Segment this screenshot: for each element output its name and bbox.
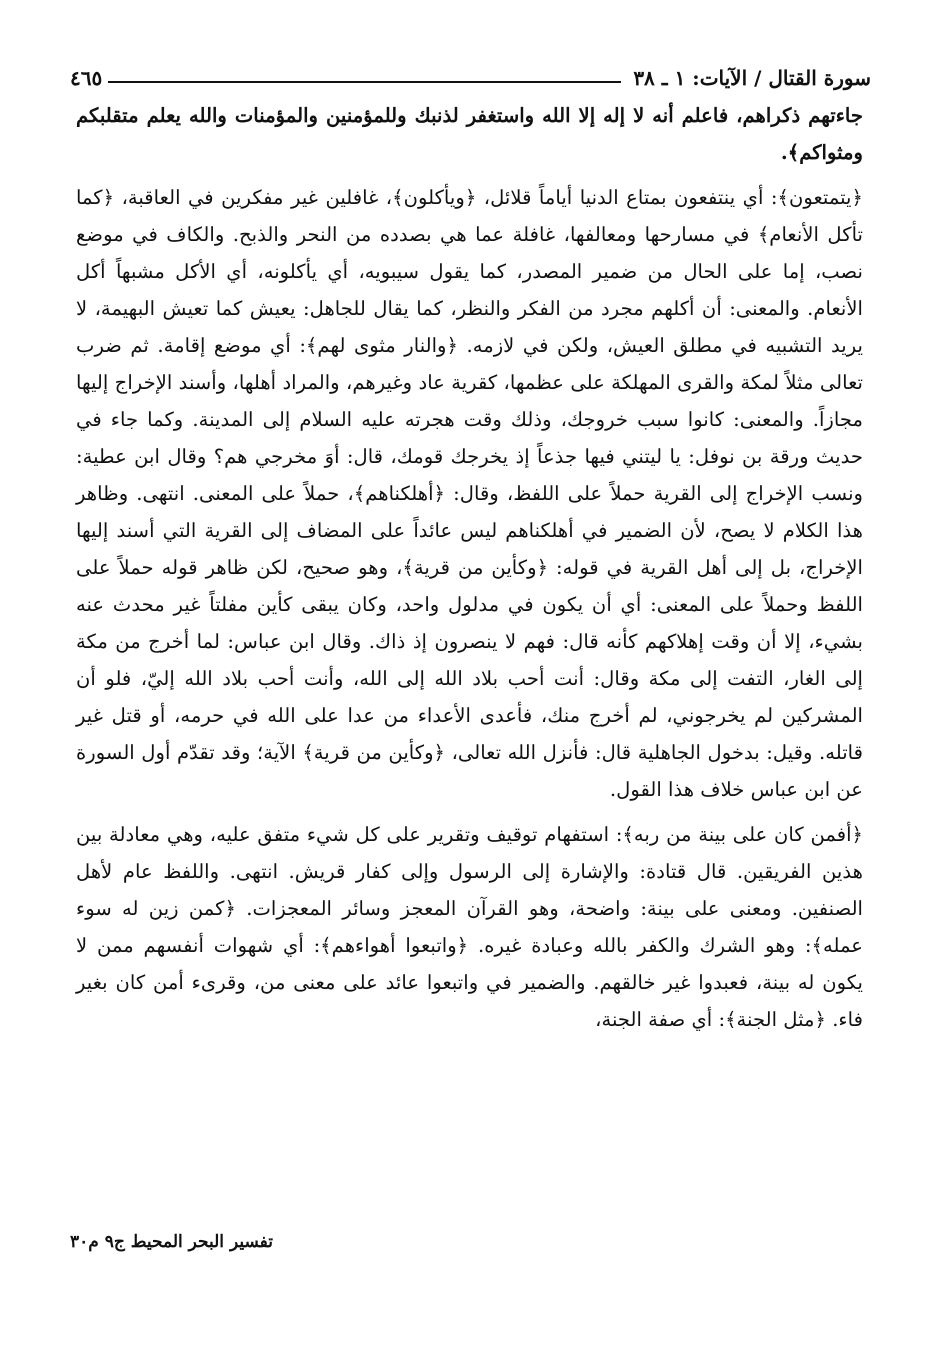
header-title: سورة القتال / الآيات: ١ ـ ٣٨ [633, 66, 871, 90]
footer-signature: تفسير البحر المحيط ج٩ م٣٠ [70, 1232, 273, 1252]
page-number: ٤٦٥ [70, 66, 103, 90]
paragraph-2: ﴿يتمتعون﴾: أي ينتفعون بمتاع الدنيا أياماً قلائل، ﴿ويأكلون﴾، غافلين غير مفكرين في العاقبة، ﴿كما تأكل الأنعام﴾ في مسارحها ومعالفها، غافلة عما هي بصدده من النحر والذبح. والكاف في موضع نصب، إما على الحال من ضمير المصدر، كما يقول سيبويه، أي يأكلونه، أي الأكل مشبهاً أكل الأنعام. والمعنى: أن أكلهم مجرد من الفكر والنظر، كما يقال للجاهل: يعيش كما تعيش البهيمة، لا يريد التشبيه في مطلق العيش، ولكن في لازمه. ﴿والنار مثوى لهم﴾: أي موضع إقامة. ثم ضرب تعالى مثلاً لمكة والقرى المهلكة على عظمها، كقرية عاد وغيرهم، والمراد أهلها، وأسند الإخراج إليها مجازاً. والمعنى: كانوا سبب خروجك، وذلك وقت هجرته عليه السلام إلى المدينة. وكما جاء في حديث ورقة بن نوفل: يا ليتني فيها جذعاً إذ يخرجك قومك، قال: أوَ مخرجي هم؟ وقال ابن عطية: ونسب الإخراج إلى القرية حملاً على اللفظ، وقال: ﴿أهلكناهم﴾، حملاً على المعنى. انتهى. وظاهر هذا الكلام لا يصح، لأن الضمير في أهلكناهم ليس عائداً على المضاف إلى القرية التي أسند إليها الإخراج، بل إلى أهل القرية في قوله: ﴿وكأين من قرية﴾، وهو صحيح، لكن ظاهر قوله حملاً على اللفظ وحملاً على المعنى: أي أن يكون في مدلول واحد، وكان يبقى كأين مفلتاً غير محدث عنه بشيء، إلا أن وقت إهلاكهم كأنه قال: فهم لا ينصرون إذ ذاك. وقال ابن عباس: لما أخرج من مكة إلى الغار، التفت إلى مكة وقال: أنت أحب بلاد الله إلى الله، وأنت أحب بلاد الله إليّ، فلو أن المشركين لم يخرجوني، لم أخرج منك، فأعدى الأعداء من عدا على الله في حرمه، أو قتل غير قاتله. وقيل: بدخول الجاهلية قال: فأنزل الله تعالى، ﴿وكأين من قرية﴾ الآية؛ وقد تقدّم أول السورة عن ابن عباس خلاف هذا القول. [76, 186, 863, 801]
header-rule [108, 81, 621, 83]
paragraph-1: جاءتهم ذكراهم، فاعلم أنه لا إله إلا الله واستغفر لذنبك وللمؤمنين والمؤمنات والله يعلم متقلبكم ومثواكم﴾. [76, 104, 863, 164]
paragraph-3: ﴿أفمن كان على بينة من ربه﴾: استفهام توقيف وتقرير على كل شيء متفق عليه، وهي معادلة بين هذين الفريقين. قال قتادة: والإشارة إلى الرسول وإلى كفار قريش. انتهى. واللفظ عام لأهل الصنفين. ومعنى على بينة: واضحة، وهو القرآن المعجز وسائر المعجزات. ﴿كمن زين له سوء عمله﴾: وهو الشرك والكفر بالله وعبادة غيره. ﴿واتبعوا أهواءهم﴾: أي شهوات أنفسهم ممن لا يكون له بينة، فعبدوا غير خالقهم. والضمير في واتبعوا عائد على معنى من، وقرىء أمن كان بغير فاء. ﴿مثل الجنة﴾: أي صفة الجنة، [76, 823, 863, 1031]
running-header [70, 58, 871, 90]
body-text [76, 97, 863, 1038]
